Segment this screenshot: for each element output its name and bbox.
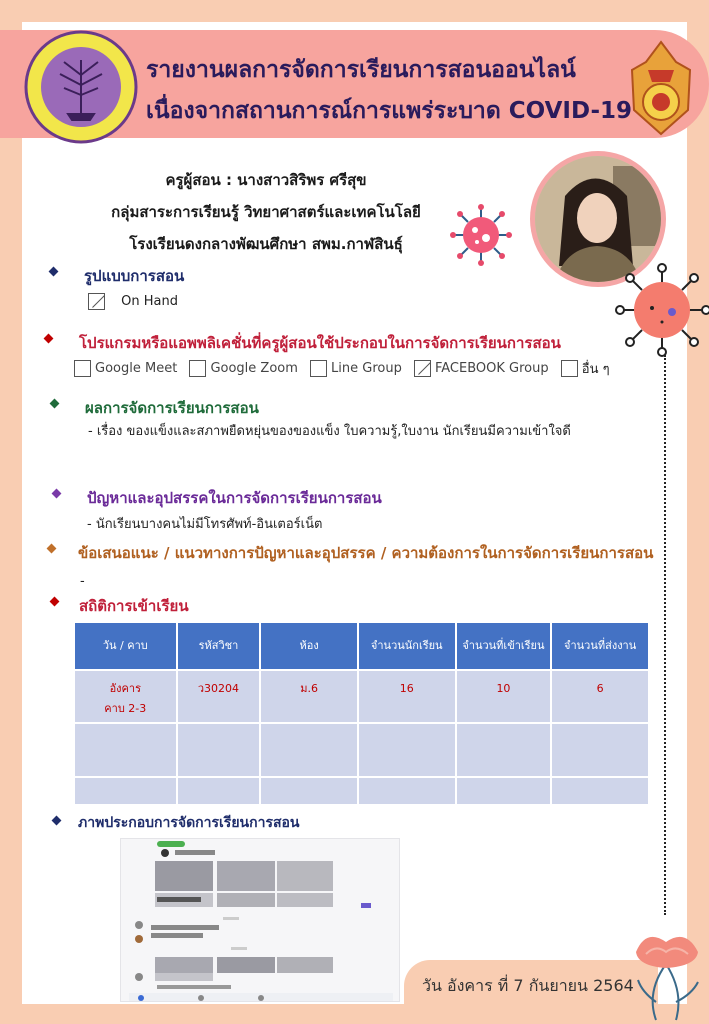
- column-header: วัน / คาบ: [74, 622, 177, 670]
- virus-large-icon: [614, 262, 709, 358]
- photos-heading: ภาพประกอบการจัดการเรียนการสอน: [78, 815, 300, 831]
- column-header: รหัสวิชา: [177, 622, 261, 670]
- problems-heading: ปัญหาและอุปสรรคในการจัดการเรียนการสอน: [87, 489, 382, 507]
- suggestions-heading: ข้อเสนอแนะ / แนวทางการปัญหาและอุปสรรค / ความต้องการในการจัดการเรียนการสอน: [78, 544, 654, 562]
- report-date: วัน อังคาร ที่ 7 กันยายน 2564: [404, 960, 658, 1012]
- cell-room: ม.6: [260, 670, 358, 723]
- attendance-table: [73, 621, 650, 806]
- virus-icon: [446, 200, 516, 270]
- teaching-format-heading: รูปแบบการสอน: [84, 267, 185, 285]
- chat-screenshot-image: [120, 838, 400, 1002]
- checkbox-icon[interactable]: [310, 360, 327, 377]
- program-option-facebook-group[interactable]: FACEBOOK Group: [414, 360, 549, 377]
- cell-attended: 10: [456, 670, 552, 723]
- cell-submitted: 6: [551, 670, 649, 723]
- teacher-department: กลุ่มสาระการเรียนรู้ วิทยาศาสตร์และเทคโนโลยี: [111, 203, 421, 221]
- column-header: จำนวนที่เข้าเรียน: [456, 622, 552, 670]
- teacher-school: โรงเรียนดงกลางพัฒนศึกษา สพม.กาฬสินธุ์: [129, 235, 403, 253]
- program-option-other[interactable]: อื่น ๆ: [561, 358, 610, 379]
- school-logo-icon: [24, 30, 138, 144]
- flower-icon: [626, 922, 706, 1022]
- checkbox-icon[interactable]: [561, 360, 578, 377]
- report-subtitle: เนื่องจากสถานการณ์การแพร่ระบาด COVID-19: [146, 98, 633, 124]
- teaching-format-option[interactable]: [88, 293, 178, 310]
- table-row: [74, 670, 649, 723]
- teacher-info: [86, 164, 446, 260]
- checkbox-icon[interactable]: [88, 293, 105, 310]
- problems-text: - นักเรียนบางคนไม่มีโทรศัพท์-อินเตอร์เน็ต: [87, 517, 323, 532]
- column-header: จำนวนที่ส่งงาน: [551, 622, 649, 670]
- report-title: รายงานผลการจัดการเรียนการสอนออนไลน์: [146, 57, 576, 83]
- column-header: ห้อง: [260, 622, 358, 670]
- column-header: จำนวนนักเรียน: [358, 622, 456, 670]
- program-option-line-group[interactable]: Line Group: [310, 360, 402, 377]
- table-row: [74, 777, 649, 805]
- results-text: - เรื่อง ของแข็งและสภาพยืดหยุ่นของของแข็ง ใบความรู้,ใบงาน นักเรียนมีความเข้าใจดี: [88, 424, 571, 439]
- results-heading: ผลการจัดการเรียนการสอน: [85, 399, 259, 417]
- table-row: [74, 723, 649, 777]
- program-options: [74, 358, 618, 381]
- obec-emblem-icon: [626, 40, 696, 136]
- checkbox-icon[interactable]: [414, 360, 431, 377]
- cell-subject-code: ว30204: [177, 670, 261, 723]
- cell-students: 16: [358, 670, 456, 723]
- cell-day-period: อังคาร คาบ 2-3: [74, 670, 177, 723]
- program-option-google-meet[interactable]: Google Meet: [74, 360, 177, 377]
- teaching-format-option-label: On Hand: [121, 294, 178, 309]
- checkbox-icon[interactable]: [189, 360, 206, 377]
- teacher-name: ครูผู้สอน : นางสาวสิริพร ศรีสุข: [165, 171, 367, 189]
- table-header-row: [74, 622, 649, 670]
- attendance-heading: สถิติการเข้าเรียน: [79, 597, 189, 615]
- checkbox-icon[interactable]: [74, 360, 91, 377]
- suggestions-text: -: [80, 574, 85, 589]
- decorative-dotted-line: [664, 355, 666, 915]
- programs-heading: โปรแกรมหรือแอพพลิเคชั่นที่ครูผู้สอนใช้ประกอบในการจัดการเรียนการสอน: [79, 334, 561, 352]
- program-option-google-zoom[interactable]: Google Zoom: [189, 360, 297, 377]
